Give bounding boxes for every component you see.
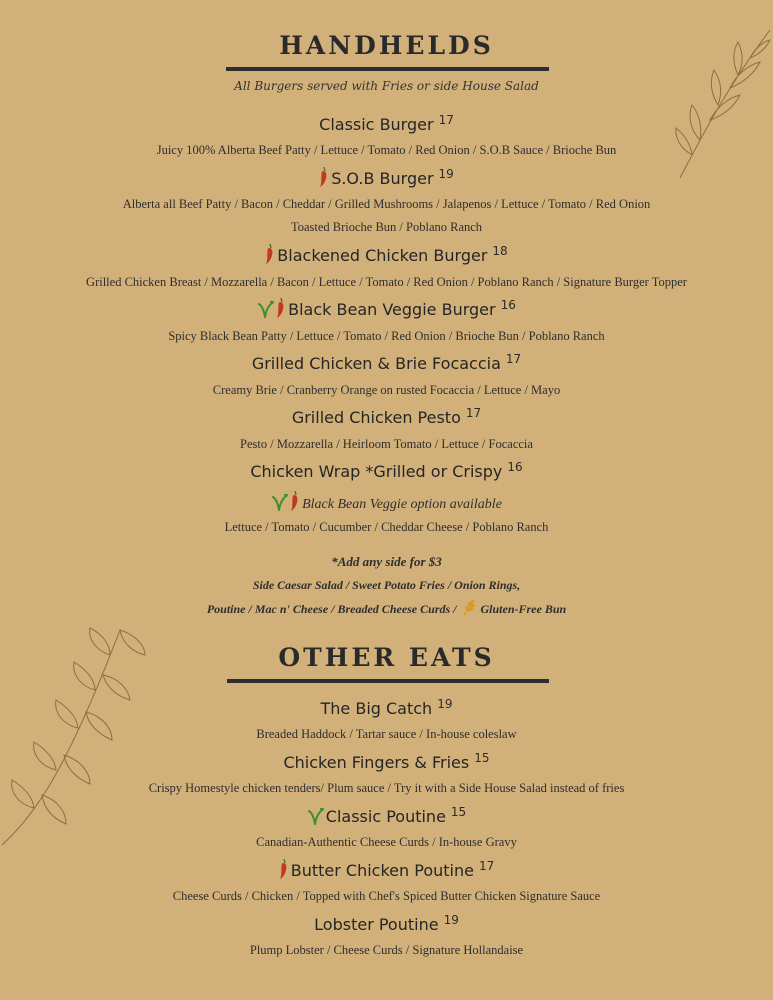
item-name: Classic Poutine bbox=[325, 807, 446, 826]
item-description: Toasted Brioche Bun / Poblano Ranch bbox=[290, 220, 483, 234]
addon-text: Gluten-Free Bun bbox=[480, 602, 567, 616]
item-price: 17 bbox=[478, 859, 495, 873]
menu-item-title bbox=[0, 859, 773, 880]
item-description: Crispy Homestyle chicken tenders/ Plum sauce / Try it with a Side House Salad instead of fries bbox=[148, 781, 625, 795]
item-price: 19 bbox=[443, 913, 459, 927]
menu-item-title bbox=[0, 751, 773, 772]
spicy-pepper-icon bbox=[276, 298, 285, 318]
menu-item-title bbox=[0, 352, 773, 373]
vegetarian-icon bbox=[307, 807, 325, 825]
addon-line: Side Caesar Salad / Sweet Potato Fries / Onion Rings, bbox=[252, 578, 521, 592]
item-name: The Big Catch bbox=[320, 699, 433, 718]
item-price: 19 bbox=[438, 167, 454, 181]
menu-item-title bbox=[0, 167, 773, 188]
menu-item-title bbox=[0, 805, 773, 826]
item-description: Canadian-Authentic Cheese Curds / In-house Gravy bbox=[256, 835, 517, 849]
item-description: Lettuce / Tomato / Cucumber / Cheddar Cheese / Poblano Ranch bbox=[224, 520, 549, 534]
item-description: Cheese Curds / Chicken / Topped with Chef's Spiced Butter Chicken Signature Sauce bbox=[172, 889, 601, 903]
item-description: Juicy 100% Alberta Beef Patty / Lettuce / Tomato / Red Onion / S.O.B Sauce / Brioche Bun bbox=[156, 143, 617, 157]
menu-item-title bbox=[0, 244, 773, 265]
section-subtitle: All Burgers served with Fries or side House Salad bbox=[234, 79, 539, 93]
item-name: Chicken Wrap *Grilled or Crispy bbox=[250, 462, 503, 481]
item-price: 17 bbox=[465, 406, 482, 420]
section-rule bbox=[226, 67, 549, 71]
item-name: Classic Burger bbox=[319, 115, 434, 134]
menu-item-title bbox=[0, 697, 773, 718]
item-name: Grilled Chicken Pesto bbox=[291, 408, 461, 427]
item-price: 16 bbox=[500, 298, 516, 312]
spicy-pepper-icon bbox=[265, 244, 274, 264]
menu-item-title bbox=[0, 460, 773, 481]
addon-line bbox=[0, 598, 773, 617]
item-name: Lobster Poutine bbox=[314, 915, 439, 934]
menu-item-title bbox=[0, 298, 773, 319]
item-description: Breaded Haddock / Tartar sauce / In-house coleslaw bbox=[256, 727, 517, 741]
item-note-text: Black Bean Veggie option available bbox=[302, 497, 502, 512]
gluten-free-wheat-icon bbox=[461, 598, 477, 616]
item-description: Grilled Chicken Breast / Mozzarella / Bacon / Lettuce / Tomato / Red Onion / Poblano Ranch / Signature Burger Topper bbox=[86, 275, 687, 289]
addon-text: Poutine / Mac n' Cheese / Breaded Cheese Curds / bbox=[206, 602, 457, 616]
item-price: 17 bbox=[505, 352, 522, 366]
menu-item-title bbox=[0, 406, 773, 427]
vegetarian-icon bbox=[257, 300, 275, 318]
section-title-handhelds: HANDHELDS bbox=[279, 31, 494, 60]
menu-item-title bbox=[0, 113, 773, 134]
spicy-pepper-icon bbox=[279, 859, 288, 879]
spicy-pepper-icon bbox=[290, 491, 299, 511]
item-note bbox=[0, 491, 773, 513]
item-price: 15 bbox=[474, 751, 490, 765]
item-description: Pesto / Mozzarella / Heirloom Tomato / Lettuce / Focaccia bbox=[240, 437, 533, 451]
item-name: Blackened Chicken Burger bbox=[277, 246, 488, 265]
menu-item-title bbox=[0, 913, 773, 934]
item-name: Grilled Chicken & Brie Focaccia bbox=[251, 354, 501, 373]
vegetarian-icon bbox=[271, 493, 289, 511]
addon-line: *Add any side for $3 bbox=[331, 554, 442, 569]
item-description: Creamy Brie / Cranberry Orange on rusted Focaccia / Lettuce / Mayo bbox=[212, 383, 561, 397]
item-price: 19 bbox=[437, 697, 453, 711]
item-price: 18 bbox=[492, 244, 508, 258]
item-price: 15 bbox=[450, 805, 467, 819]
item-description: Plump Lobster / Cheese Curds / Signature Hollandaise bbox=[249, 943, 524, 957]
item-name: S.O.B Burger bbox=[331, 169, 434, 188]
item-name: Butter Chicken Poutine bbox=[290, 861, 474, 880]
section-title-other-eats: OTHER EATS bbox=[278, 643, 495, 672]
item-price: 17 bbox=[438, 113, 454, 127]
item-price: 16 bbox=[507, 460, 523, 474]
item-description: Alberta all Beef Patty / Bacon / Cheddar / Grilled Mushrooms / Jalapenos / Lettuce / Tomato / Red Onion bbox=[122, 197, 651, 211]
item-name: Black Bean Veggie Burger bbox=[288, 300, 496, 319]
item-description: Spicy Black Bean Patty / Lettuce / Tomato / Red Onion / Brioche Bun / Poblano Ranch bbox=[168, 329, 605, 343]
spicy-pepper-icon bbox=[319, 167, 328, 187]
section-rule bbox=[227, 679, 549, 683]
item-name: Chicken Fingers & Fries bbox=[283, 753, 470, 772]
